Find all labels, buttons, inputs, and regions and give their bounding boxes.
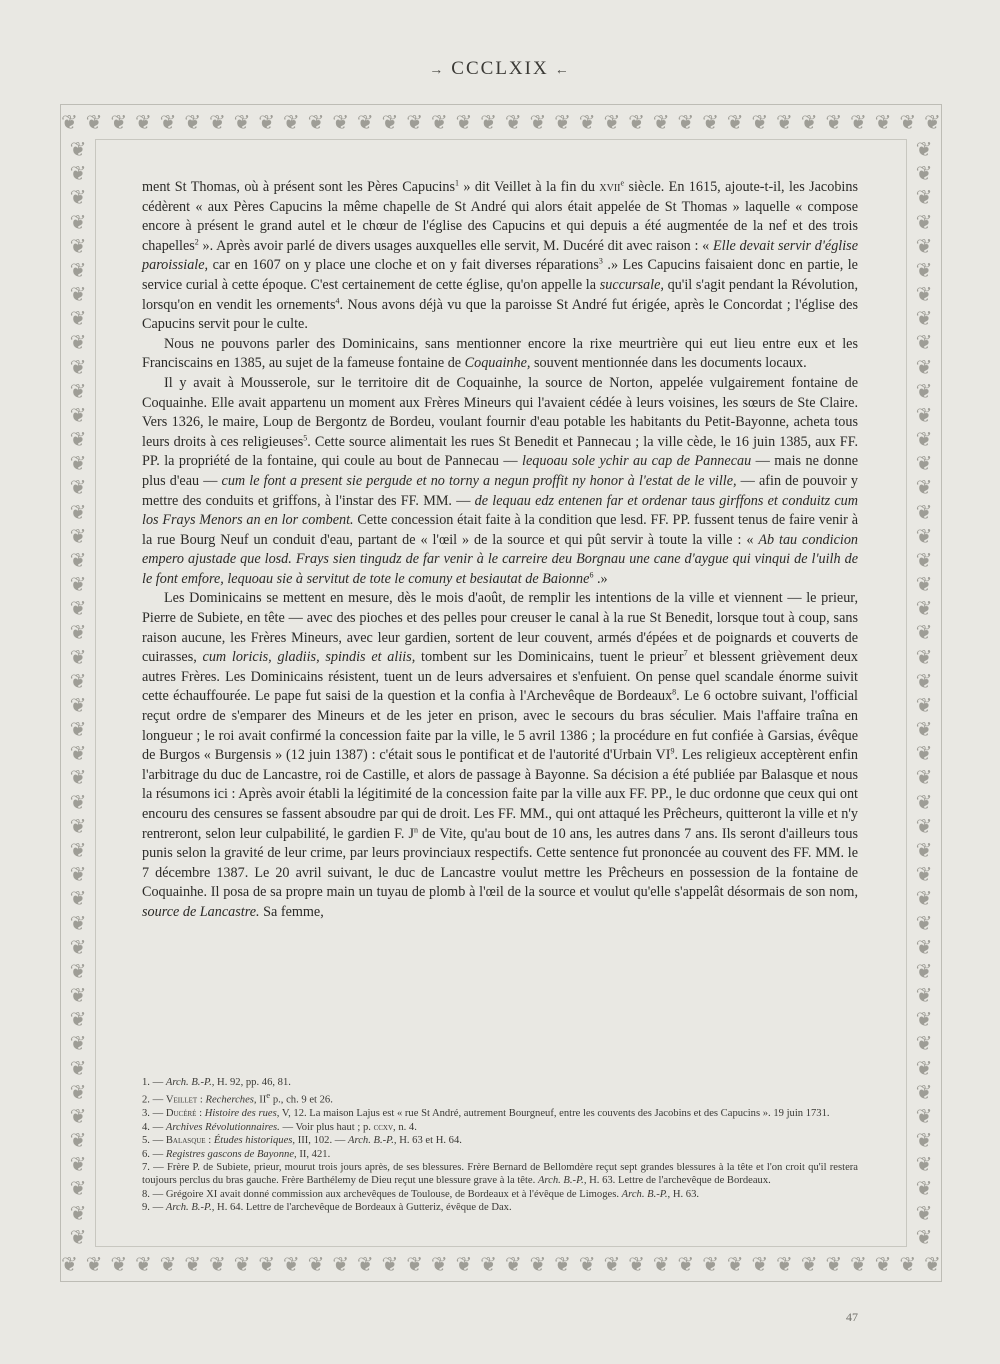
border-ornament-icon: ❦ (258, 110, 276, 134)
footnote-number: 5. — (142, 1135, 166, 1147)
superscript: e (620, 178, 625, 188)
border-ornament-icon: ❦ (915, 306, 933, 331)
border-ornament-icon: ❦ (915, 209, 933, 234)
text-run: de Vite, qu'au bout de 10 ans, les autres dans 7 ans. Ils seront d'ailleurs tous punis selon la gravité de leur crime, par leurs provinciaux respectifs. Cette sentence fut prononcée au couvent des FF. MM. le 7 décembre 1387. Le 20 avril suivant, le duc de Lancastre voulut mettre les Prêcheurs en possession de la fontaine de Coquainhe. Il posa de sa propre main un tuyau de plomb à l'œil de la source et voulut qu'elle s'appelât désormais de son nom, (142, 825, 859, 901)
border-ornament-icon: ❦ (915, 282, 933, 307)
border-ornament-icon: ❦ (69, 644, 87, 669)
border-ornament-icon: ❦ (529, 110, 547, 134)
border-ornament-icon: ❦ (406, 110, 423, 134)
text-run: V, 12. La maison Lajus est « rue St André, autrement Bourgneuf, entre les couvents des Jacobins et des Capucins ». 19 juin 1731. (279, 1108, 830, 1120)
border-ornament-icon: ❦ (381, 1252, 399, 1276)
border-ornament-icon: ❦ (69, 910, 87, 935)
footnotes (142, 1076, 858, 1215)
border-ornament-icon: ❦ (915, 1176, 933, 1201)
border-ornament-icon: ❦ (69, 958, 87, 983)
text-run: souvent mentionnée dans les documents locaux. (530, 355, 807, 372)
text-run: Les Dominicains se mettent en mesure, dès le mois d'août, de remplir les intentions de la ville et viennent — le prieur, Pierre de Subiete, en tête — avec des pioches et des pelles pour creuser le canal à la rue St Benedit, lorsque tout à coup, sans raison aucune, les Frères Mineurs, avec leur gardien, sortent de leur couvent, armés d'épées et de poignards et couverts de cuirasses, (142, 590, 858, 666)
footnote-4 (142, 1121, 858, 1134)
text-run-italic: Coquainhe, (464, 355, 531, 372)
text-run-italic: Arch. B.-P., (348, 1135, 397, 1147)
border-ornament-icon: ❦ (915, 644, 933, 669)
border-ornament-icon: ❦ (915, 1128, 933, 1153)
border-ornament-icon: ❦ (915, 1200, 933, 1225)
border-ornament-icon: ❦ (69, 354, 87, 379)
footnote-2 (142, 1089, 858, 1107)
border-ornament-icon: ❦ (915, 620, 933, 645)
text-run-italic: de lequau edz entenen far et ordenar taus girffons et conduitz cum los Frays Menors an en lor combent. (142, 492, 859, 529)
text-run-italic: Ab tau condicion empero ajustade que losd. Frays sien tingudz de far venir à le carreire deu Borgnau une cane d'aygue qui vinqui de l'uilh de le font emfore, lequoau sie à servitut de tote le comuny et besiautat de Baionne (142, 531, 859, 587)
border-ornament-icon: ❦ (69, 765, 87, 790)
border-ornament-icon: ❦ (134, 110, 152, 134)
text-run: — afin de pouvoir y mettre des conduits et griffons, à l'instar des FF. MM. — (142, 472, 858, 509)
border-ornament-icon: ❦ (307, 110, 325, 134)
text-run-italic: lequoau sole ychir au cap de Pannecau (522, 453, 752, 470)
footnote-ref: 4 (335, 295, 340, 305)
border-ornament-icon: ❦ (915, 139, 933, 161)
border-ornament-icon: ❦ (776, 110, 793, 134)
border-ornament-icon: ❦ (800, 110, 818, 134)
text-run: . Le 6 octobre suivant, l'official reçut ordre de s'emparer des Mineurs et de les jeter en prison, avec le secours du bras séculier. Mais l'affaire traîna en longueur ; le roi avait confirmé la concession faite par la ville, le 5 avril 1386 ; la procédure en fut confiée à Garsias, évêque de Burgos « Burgensis » (12 juin 1387) : c'était sous le pontificat et de l'autorité d'Urbain VI (142, 688, 858, 764)
border-ornament-icon: ❦ (915, 1055, 933, 1080)
border-ornament-icon: ❦ (915, 402, 933, 427)
text-run: H. 92, pp. 46, 81. (214, 1077, 291, 1088)
border-ornament-icon: ❦ (915, 1224, 933, 1247)
border-ornament-icon: ❦ (69, 475, 87, 500)
border-ornament-icon: ❦ (915, 499, 933, 524)
border-ornament-icon: ❦ (69, 1031, 87, 1056)
border-ornament-icon: ❦ (69, 427, 87, 452)
text-run: Grégoire XI avait donné commission aux archevêques de Toulouse, de Bordeaux et à l'évêque de Limoges. (165, 1188, 622, 1200)
border-ornament-icon: ❦ (915, 1079, 933, 1104)
border-ornament-icon: ❦ (825, 1252, 843, 1276)
border-ornament-icon: ❦ (915, 547, 933, 572)
border-ornament-icon: ❦ (825, 110, 843, 134)
border-ornament-icon: ❦ (430, 1252, 448, 1276)
border-ornament-icon: ❦ (504, 110, 522, 134)
border-ornament-icon: ❦ (504, 1252, 522, 1276)
footnote-8 (142, 1188, 858, 1201)
border-ornament-icon: ❦ (554, 1252, 571, 1276)
border-ornament-icon: ❦ (702, 110, 719, 134)
border-ornament-icon: ❦ (69, 547, 87, 572)
text-run: Sa femme, (259, 903, 324, 920)
border-ornament-icon: ❦ (915, 741, 933, 766)
border-ornament-icon: ❦ (480, 110, 497, 134)
text-run: H. 63. (670, 1188, 700, 1200)
border-ornament-icon: ❦ (915, 427, 933, 452)
footnote-ref: 2 (194, 237, 199, 247)
border-ornament-icon: ❦ (69, 886, 87, 911)
border-ornament-icon: ❦ (677, 110, 695, 134)
border-ornament-icon: ❦ (110, 110, 128, 134)
border-ornament-icon: ❦ (69, 330, 87, 355)
border-ornament-icon: ❦ (69, 983, 87, 1008)
border-ornament-icon: ❦ (332, 1252, 349, 1276)
text-run: car en 1607 on y place une cloche et on y fait diverses réparations (208, 257, 599, 274)
text-run: : (197, 1094, 206, 1106)
border-ornament-icon: ❦ (677, 1252, 695, 1276)
superscript: n (414, 824, 419, 834)
footnote-ref: 1 (455, 178, 460, 188)
border-ornament-icon: ❦ (69, 862, 87, 887)
border-ornament-icon: ❦ (915, 233, 933, 258)
border-band-right (907, 139, 941, 1247)
border-ornament-icon: ❦ (69, 402, 87, 427)
footnote-number: 2. — (142, 1094, 166, 1106)
border-ornament-icon: ❦ (381, 110, 399, 134)
border-ornament-icon: ❦ (628, 1252, 645, 1276)
border-ornament-icon: ❦ (69, 596, 87, 621)
border-ornament-icon: ❦ (874, 110, 892, 134)
border-band-left (61, 139, 95, 1247)
border-ornament-icon: ❦ (159, 110, 177, 134)
superscript: e (266, 1090, 271, 1101)
border-ornament-icon: ❦ (915, 330, 933, 355)
text-run-smallcaps: xvii (599, 179, 621, 195)
border-ornament-icon: ❦ (726, 1252, 744, 1276)
border-ornament-icon: ❦ (915, 523, 933, 548)
text-run: H. 63 et H. 64. (396, 1135, 462, 1147)
footnote-ref: 9 (670, 746, 675, 756)
text-run-italic: Arch. B.-P., (537, 1175, 587, 1187)
text-run-italic: succursale, (599, 276, 664, 293)
footnote-number: 7. — (142, 1161, 167, 1173)
border-ornament-icon: ❦ (915, 1152, 933, 1177)
border-ornament-icon: ❦ (874, 1252, 892, 1276)
border-ornament-icon: ❦ (915, 910, 933, 935)
border-ornament-icon: ❦ (69, 185, 87, 210)
border-ornament-icon: ❦ (69, 1224, 87, 1247)
border-ornament-icon: ❦ (915, 257, 933, 282)
border-ornament-icon: ❦ (554, 110, 571, 134)
border-ornament-icon: ❦ (751, 1252, 769, 1276)
border-ornament-icon: ❦ (915, 717, 933, 742)
border-ornament-icon: ❦ (915, 451, 933, 476)
text-run-italic: cum le font a present sie pergude et no torny a negun proffit ny honor à l'estat de le ville, (221, 472, 737, 489)
border-ornament-icon: ❦ (915, 958, 933, 983)
border-ornament-icon: ❦ (915, 983, 933, 1008)
border-ornament-icon: ❦ (69, 692, 87, 717)
border-ornament-icon: ❦ (69, 451, 87, 476)
body-text (142, 178, 858, 923)
text-run-italic: Registres gascons de Bayonne, (165, 1148, 297, 1160)
border-ornament-icon: ❦ (915, 765, 933, 790)
footnote-6 (142, 1148, 858, 1161)
border-ornament-icon: ❦ (61, 1252, 78, 1276)
text-run: siècle. En 1615, ajoute-t-il, les Jacobins cédèrent « aux Pères Capucins la même chapelle de St André qui alors était appelée de St Thomas » laquelle « compose encore à présent le grand autel et le chœur de l'église des Capucins et qui depuis a été augmentée de la nef et des trois chapelles (142, 179, 858, 254)
footnote-9 (142, 1201, 858, 1214)
border-band-top (61, 105, 941, 139)
text-run: , n. 4. (393, 1121, 417, 1133)
text-run: .» Les Capucins faisaient donc en partie, le service curial à cette époque. C'est certainement de cette église, qu'on appelle la (142, 257, 858, 293)
border-ornament-icon: ❦ (69, 499, 87, 524)
border-ornament-icon: ❦ (850, 1252, 867, 1276)
text-run: qu'il s'agit pendant la Révolution, lorsqu'on en vendit les ornements (142, 276, 859, 313)
text-run: p., ch. 9 et 26. (270, 1094, 333, 1106)
border-ornament-icon: ❦ (69, 378, 87, 403)
border-ornament-icon: ❦ (159, 1252, 177, 1276)
border-ornament-icon: ❦ (915, 475, 933, 500)
border-ornament-icon: ❦ (455, 110, 473, 134)
border-ornament-icon: ❦ (184, 1252, 202, 1276)
border-ornament-icon: ❦ (69, 668, 87, 693)
text-run: » dit Veillet à la fin du (459, 179, 600, 195)
text-run: II (256, 1094, 267, 1106)
author-name: Veillet (165, 1094, 198, 1106)
text-run-italic: source de Lancastre. (142, 903, 260, 920)
text-run: . Nous avons déjà vu que la paroisse St André fut érigée, après le Concordat ; l'église des Capucins servit pour le culte. (142, 296, 858, 333)
border-ornament-icon: ❦ (69, 741, 87, 766)
border-ornament-icon: ❦ (899, 1252, 917, 1276)
footnote-number: 4. — (142, 1121, 166, 1133)
footnote-number: 1. — (142, 1077, 166, 1088)
border-ornament-icon: ❦ (915, 185, 933, 210)
border-ornament-icon: ❦ (915, 692, 933, 717)
border-ornament-icon: ❦ (915, 789, 933, 814)
page-header (0, 58, 1000, 80)
border-ornament-icon: ❦ (85, 1252, 103, 1276)
text-run: ». Après avoir parlé de divers usages auxquelles elle servit, M. Ducéré dit avec raison : « (198, 237, 713, 254)
border-ornament-icon: ❦ (899, 110, 917, 134)
border-ornament-icon: ❦ (69, 282, 87, 307)
text-run: Frère P. de Subiete, prieur, mourut trois jours après, de ses blessures. Frère Bernard de Bellomdère reçut sept grandes blessures à la tête et l'on croit qu'il restera toujours perclus du bras gauche. Frère Barthélemy de Dieu reçut une blessure grave à la tête. (142, 1161, 859, 1187)
border-ornament-icon: ❦ (282, 1252, 300, 1276)
border-ornament-icon: ❦ (628, 110, 645, 134)
border-ornament-icon: ❦ (652, 110, 670, 134)
paragraph-2 (142, 335, 858, 374)
text-run: H. 63. Lettre de l'archevêque de Bordeaux. (586, 1175, 771, 1187)
footnote-ref: 3 (598, 256, 603, 266)
text-run: H. 64. Lettre de l'archevêque de Bordeaux à Gutteriz, évêque de Dax. (214, 1202, 512, 1214)
text-run: tombent sur les Dominicains, tuent le prieur (415, 649, 684, 666)
border-ornament-icon: ❦ (915, 161, 933, 186)
border-ornament-icon: ❦ (69, 837, 87, 862)
border-ornament-icon: ❦ (69, 1128, 87, 1153)
border-ornament-icon: ❦ (233, 1252, 251, 1276)
text-run: . Les religieux acceptèrent enfin l'arbitrage du duc de Lancastre, roi de Castille, et alors de passage à Bayonne. Sa décision a été publiée par Balasque et nous la résumons ici : Après avoir établi la légitimité de la concession faite par la ville aux FF. PP., le duc ordonne que ceux qui ont encouru des censures se fassent absoudre par qui de droit. Les FF. MM., qui ont attaqué les Prêcheurs, quitteront la ville et n'y rentreront, selon leur culpabilité, le gardien F. J (142, 747, 858, 842)
border-ornament-icon: ❦ (923, 110, 941, 134)
border-ornament-icon: ❦ (800, 1252, 818, 1276)
border-ornament-icon: ❦ (69, 161, 87, 186)
page-title: CCCLXIX (451, 58, 549, 79)
border-ornament-icon: ❦ (915, 1103, 933, 1128)
border-ornament-icon: ❦ (69, 813, 87, 838)
border-ornament-icon: ❦ (776, 1252, 793, 1276)
border-ornament-icon: ❦ (915, 837, 933, 862)
border-ornament-icon: ❦ (430, 110, 448, 134)
border-ornament-icon: ❦ (69, 934, 87, 959)
border-ornament-icon: ❦ (184, 110, 202, 134)
border-ornament-icon: ❦ (702, 1252, 719, 1276)
border-ornament-icon: ❦ (578, 1252, 596, 1276)
text-run: . Cette source alimentait les rues St Benedit et Pannecau ; la ville cède, le 16 juin 1385, aux FF. PP. la propriété de la fontaine, qui coule au bout de Pannecau — (142, 433, 858, 470)
footnote-3 (142, 1107, 858, 1120)
border-ornament-icon: ❦ (69, 209, 87, 234)
border-band-bottom (61, 1247, 941, 1281)
border-ornament-icon: ❦ (356, 110, 374, 134)
border-ornament-icon: ❦ (529, 1252, 547, 1276)
footnote-ref: 7 (683, 648, 688, 658)
border-ornament-icon: ❦ (850, 110, 867, 134)
text-run-italic: cum loricis, gladiis, spindis et aliis, (202, 649, 416, 666)
text-run-smallcaps: ccxv (373, 1121, 394, 1133)
text-run: — Voir plus haut ; p. (279, 1121, 374, 1133)
border-ornament-icon: ❦ (69, 620, 87, 645)
text-run: Nous ne pouvons parler des Dominicains, sans mentionner encore la rixe meurtrière qui eut lieu entre eux et les Franciscains en 1385, au sujet de la fameuse fontaine de (142, 335, 858, 372)
border-ornament-icon: ❦ (208, 1252, 226, 1276)
border-ornament-icon: ❦ (69, 717, 87, 742)
border-ornament-icon: ❦ (282, 110, 300, 134)
border-ornament-icon: ❦ (69, 1103, 87, 1128)
text-run: .» (593, 570, 608, 587)
border-ornament-icon: ❦ (356, 1252, 374, 1276)
paragraph-4 (142, 589, 858, 922)
border-ornament-icon: ❦ (134, 1252, 152, 1276)
border-ornament-icon: ❦ (915, 813, 933, 838)
border-ornament-icon: ❦ (915, 862, 933, 887)
border-ornament-icon: ❦ (69, 1055, 87, 1080)
border-ornament-icon: ❦ (69, 1079, 87, 1104)
text-run: III, 102. — (295, 1135, 349, 1147)
text-run: ment St Thomas, où à présent sont les Pères Capucins (142, 179, 456, 195)
text-run-italic: Études historiques, (213, 1135, 296, 1147)
text-run-italic: Recherches, (205, 1094, 257, 1106)
border-ornament-icon: ❦ (726, 110, 744, 134)
text-run-italic: Histoire des rues, (204, 1108, 280, 1120)
border-ornament-icon: ❦ (603, 1252, 621, 1276)
border-ornament-icon: ❦ (85, 110, 103, 134)
border-ornament-icon: ❦ (915, 354, 933, 379)
border-ornament-icon: ❦ (652, 1252, 670, 1276)
paragraph-1 (142, 178, 858, 335)
border-ornament-icon: ❦ (233, 110, 251, 134)
border-ornament-icon: ❦ (69, 1200, 87, 1225)
text-run-italic: Elle devait servir d'église paroissiale, (142, 237, 858, 274)
border-ornament-icon: ❦ (406, 1252, 423, 1276)
border-ornament-icon: ❦ (69, 572, 87, 597)
border-ornament-icon: ❦ (307, 1252, 325, 1276)
border-ornament-icon: ❦ (751, 110, 769, 134)
author-name: Balasque (165, 1135, 206, 1147)
text-run-italic: Archives Révolutionnaires. (165, 1121, 280, 1133)
footnote-ref: 6 (589, 570, 594, 580)
border-ornament-icon: ❦ (915, 1007, 933, 1032)
border-ornament-icon: ❦ (69, 1176, 87, 1201)
border-ornament-icon: ❦ (915, 886, 933, 911)
border-ornament-icon: ❦ (480, 1252, 497, 1276)
border-ornament-icon: ❦ (915, 596, 933, 621)
border-ornament-icon: ❦ (915, 668, 933, 693)
paragraph-3 (142, 374, 858, 590)
page-number: 47 (846, 1310, 858, 1324)
border-ornament-icon: ❦ (69, 139, 87, 161)
border-ornament-icon: ❦ (69, 1152, 87, 1177)
border-ornament-icon: ❦ (69, 233, 87, 258)
header-ornament-left: → (429, 63, 446, 78)
text-run: : (205, 1135, 214, 1147)
text-run-italic: Arch. B.-P., (165, 1202, 215, 1214)
border-ornament-icon: ❦ (578, 110, 596, 134)
footnote-1 (142, 1076, 858, 1089)
border-ornament-icon: ❦ (332, 110, 349, 134)
footnote-number: 8. — (142, 1188, 166, 1200)
border-ornament-icon: ❦ (915, 1031, 933, 1056)
border-ornament-icon: ❦ (69, 789, 87, 814)
text-run: — mais ne donne plus d'eau — (142, 453, 859, 489)
footnote-number: 6. — (142, 1148, 166, 1160)
footnote-5 (142, 1134, 858, 1147)
border-ornament-icon: ❦ (915, 572, 933, 597)
text-run: Il y avait à Mousserole, sur le territoire dit de Coquainhe, la source de Norton, appelée vulgairement fontaine de Coquainhe. Elle avait appartenu un moment aux Frères Mineurs qui l'avaient cédée à leurs voisines, les sœurs de Ste Claire. Vers 1326, le maire, Loup de Bergontz de Bordeu, voulant fournir d'eau potable les habitants du Petit-Bayonne, acheta tous leurs droits à ces religieuses (142, 374, 858, 450)
footnote-number: 9. — (142, 1202, 166, 1214)
border-ornament-icon: ❦ (69, 523, 87, 548)
border-ornament-icon: ❦ (923, 1252, 941, 1276)
border-ornament-icon: ❦ (69, 306, 87, 331)
border-ornament-icon: ❦ (258, 1252, 276, 1276)
border-ornament-icon: ❦ (915, 934, 933, 959)
text-run-italic: Arch. B.-P., (165, 1077, 215, 1088)
border-ornament-icon: ❦ (110, 1252, 128, 1276)
footnote-ref: 5 (303, 432, 308, 442)
text-run-italic: Arch. B.-P., (621, 1188, 671, 1200)
footnote-ref: 8 (672, 687, 677, 697)
footnote-number: 3. — (142, 1108, 166, 1120)
border-ornament-icon: ❦ (208, 110, 226, 134)
text-run: : (196, 1108, 205, 1120)
text-run: II, 421. (296, 1148, 331, 1160)
footnote-7 (142, 1161, 858, 1188)
author-name: Ducéré (165, 1108, 197, 1120)
border-ornament-icon: ❦ (455, 1252, 473, 1276)
header-ornament-right: ← (554, 63, 571, 78)
border-ornament-icon: ❦ (69, 257, 87, 282)
border-ornament-icon: ❦ (915, 378, 933, 403)
border-ornament-icon: ❦ (603, 110, 621, 134)
border-ornament-icon: ❦ (61, 110, 78, 134)
text-run: et blessent grièvement deux autres Frères. Les Dominicains résistent, tuent un de leurs adversaires et s'enfuient. On pense quel scandale énorme suivit cette échauffourée. Le pape fut saisi de la question et la confia à l'Archevêque de Bordeaux (142, 649, 858, 705)
border-ornament-icon: ❦ (69, 1007, 87, 1032)
text-run: Cette concession était faite à la condition que lesd. FF. PP. fussent tenus de faire venir à la rue Bourg Neuf un conduit d'eau, partant de « l'œil » de la source et qui pût servir à toute la ville : « (142, 512, 858, 548)
